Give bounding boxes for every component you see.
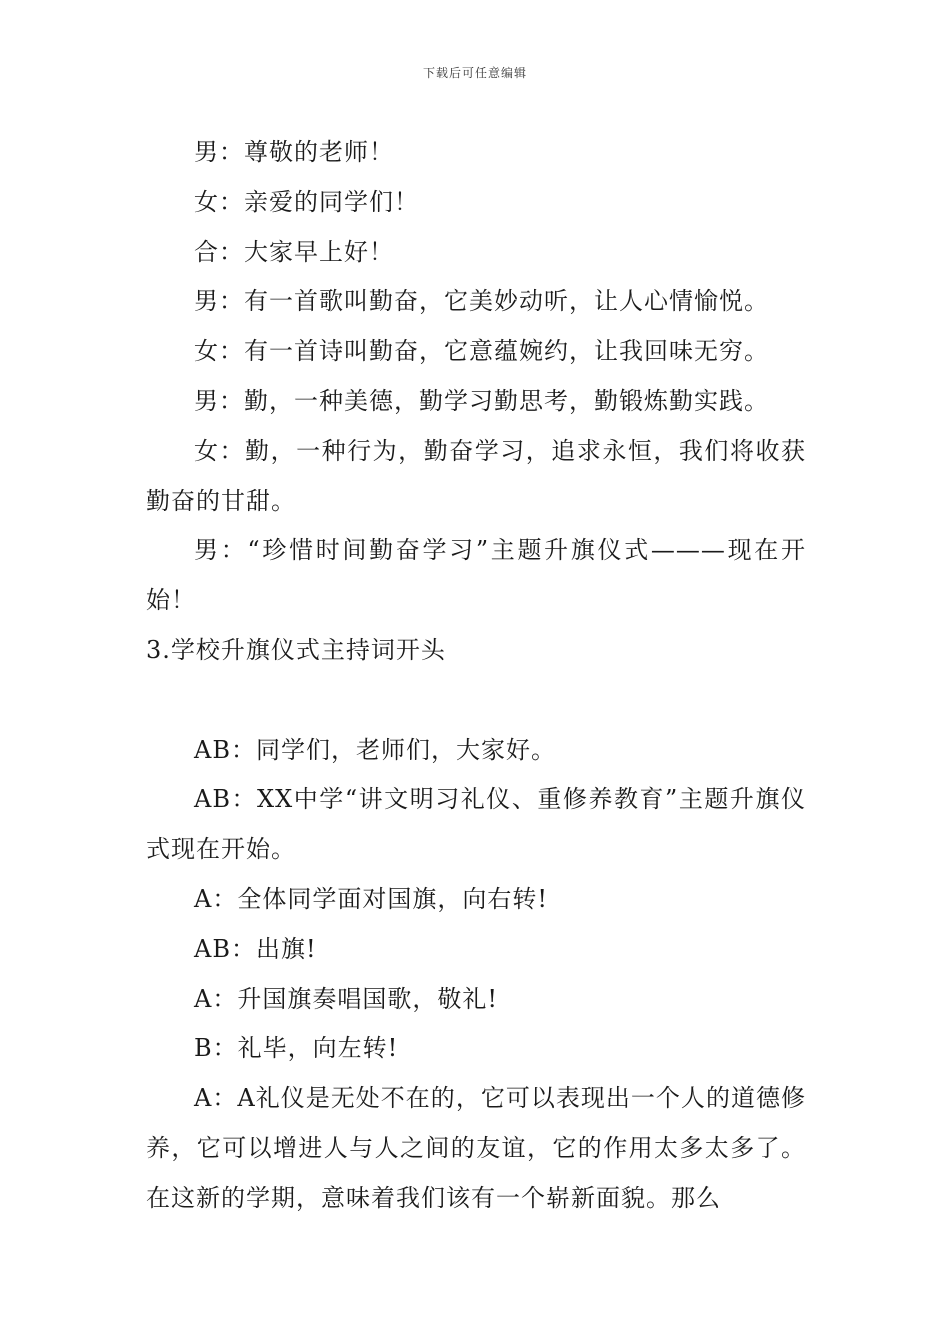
- paragraph: 男：“珍惜时间勤奋学习”主题升旗仪式———现在开始！: [146, 536, 806, 615]
- paragraph: B：礼毕，向左转!: [194, 1034, 399, 1063]
- blank-line: [146, 676, 806, 726]
- paragraph: 男：尊敬的老师！: [194, 138, 394, 166]
- paragraph: A：全体同学面对国旗，向右转!: [194, 884, 548, 913]
- paragraph: 女：有一首诗叫勤奋，它意蕴婉约，让我回味无穷。: [194, 337, 769, 366]
- document-body: [146, 128, 806, 1224]
- paragraph: AB：出旗!: [194, 934, 317, 963]
- paragraph: A：A礼仪是无处不在的，它可以表现出一个人的道德修养，它可以增进人与人之间的友谊，它的作用太多太多了。在这新的学期，意味着我们该有一个崭新面貌。那么: [146, 1084, 806, 1212]
- paragraph: AB：同学们，老师们，大家好。: [194, 735, 556, 764]
- paragraph: 合：大家早上好！: [194, 237, 394, 266]
- paragraph: 女：亲爱的同学们！: [194, 187, 419, 216]
- paragraph: 女：勤，一种行为，勤奋学习，追求永恒，我们将收获勤奋的甘甜。: [146, 436, 806, 515]
- paragraph: 男：有一首歌叫勤奋，它美妙动听，让人心情愉悦。: [194, 287, 769, 316]
- paragraph: A：升国旗奏唱国歌，敬礼!: [194, 984, 498, 1013]
- paragraph: 男：勤，一种美德，勤学习勤思考，勤锻炼勤实践。: [194, 386, 769, 415]
- section-heading: 3.学校升旗仪式主持词开头: [146, 635, 446, 664]
- paragraph: AB：XX中学“讲文明习礼仪、重修养教育”主题升旗仪式现在开始。: [146, 785, 806, 864]
- page-header: 下载后可任意编辑: [422, 66, 527, 80]
